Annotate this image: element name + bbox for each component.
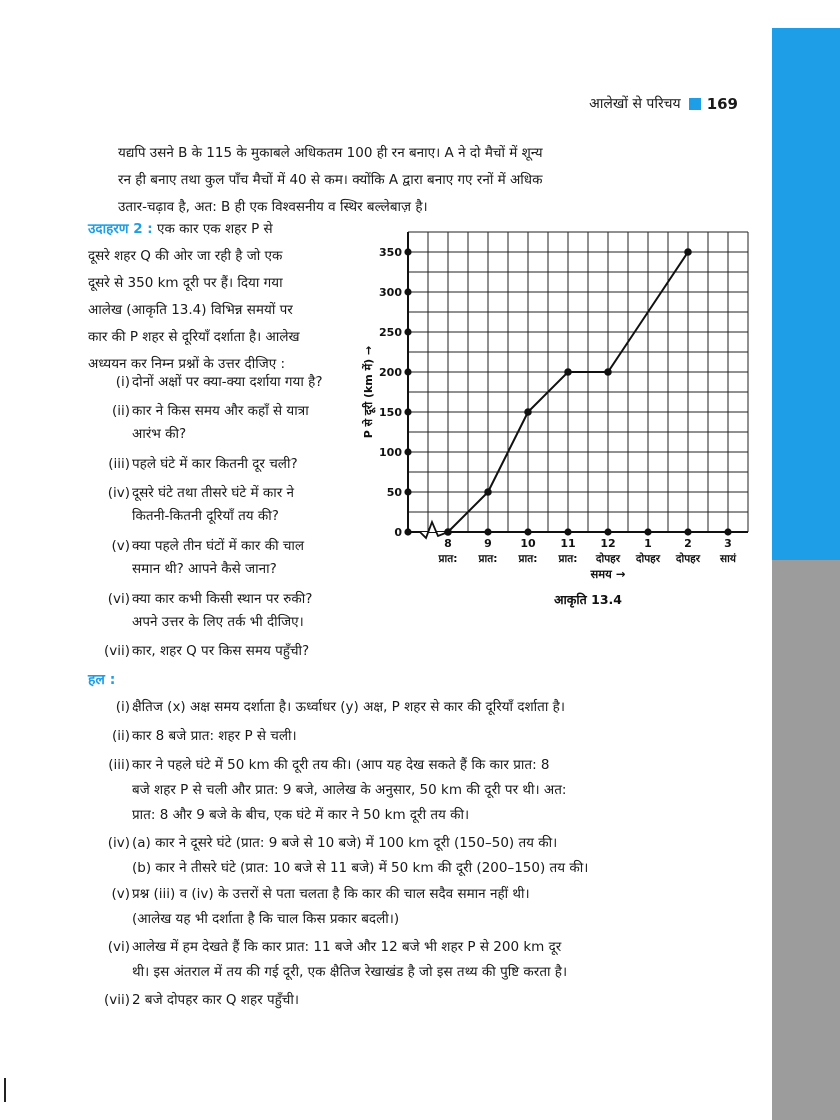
example-statement bbox=[88, 216, 358, 378]
solution-text: (a) कार ने दूसरे घंटे (प्रात: 9 बजे से 10 बजे) में 100 km दूरी (150–50) तय की। bbox=[132, 835, 558, 851]
distance-time-graph bbox=[360, 214, 780, 614]
y-tick-marker bbox=[404, 328, 411, 335]
x-tick-sublabel: प्रात: bbox=[518, 553, 538, 565]
x-tick-label: 10 bbox=[520, 537, 536, 550]
solution-text: थी। इस अंतराल में तय की गई दूरी, एक क्षैतिज रेखाखंड है जो इस तथ्य की पुष्टि करता है। bbox=[132, 964, 568, 980]
solution-number: (vii) bbox=[103, 992, 130, 1008]
solution-text: कार ने पहले घंटे में 50 km की दूरी तय की। (आप यह देख सकते हैं कि कार प्रात: 8 bbox=[132, 757, 550, 773]
solution-number: (i) bbox=[115, 699, 130, 715]
page-edge-band bbox=[772, 560, 840, 1120]
y-tick-label: 50 bbox=[386, 486, 402, 499]
x-tick-label: 3 bbox=[724, 537, 732, 550]
solution-text: (b) कार ने तीसरे घंटे (प्रात: 10 बजे से 11 बजे) में 50 km की दूरी (200–150) तय की। bbox=[132, 860, 589, 876]
x-tick-label: 1 bbox=[644, 537, 652, 550]
example-line: दूसरे शहर Q की ओर जा रही है जो एक bbox=[88, 248, 283, 264]
question-number: (iv) bbox=[107, 485, 130, 501]
intro-line: उतार-चढ़ाव है, अत: B ही एक विश्वसनीय व स्थिर बल्लेबाज़ है। bbox=[118, 199, 428, 215]
question-text: समान थी? आपने कैसे जाना? bbox=[132, 561, 277, 577]
y-tick-marker bbox=[404, 448, 411, 455]
x-tick-marker bbox=[684, 528, 691, 535]
solution-number: (vi) bbox=[107, 939, 130, 955]
y-tick-marker bbox=[404, 368, 411, 375]
y-tick-marker bbox=[404, 288, 411, 295]
x-tick-sublabel: दोपहर bbox=[675, 553, 701, 565]
solution-text: बजे शहर P से चली और प्रात: 9 बजे, आलेख के अनुसार, 50 km की दूरी पर थी। अत: bbox=[132, 782, 567, 798]
question-text: क्या कार कभी किसी स्थान पर रुकी? bbox=[132, 591, 313, 607]
example-label: उदाहरण 2 : bbox=[88, 221, 153, 237]
chapter-title: आलेखों से परिचय bbox=[589, 96, 681, 112]
question-text: पहले घंटे में कार कितनी दूर चली? bbox=[132, 456, 298, 472]
margin-mark bbox=[4, 1078, 6, 1102]
solution-text: आलेख में हम देखते हैं कि कार प्रात: 11 बजे और 12 बजे भी शहर P से 200 km दूर bbox=[132, 939, 562, 955]
y-tick-marker bbox=[404, 408, 411, 415]
y-tick-label: 150 bbox=[379, 406, 402, 419]
question-number: (i) bbox=[115, 374, 130, 390]
x-tick-sublabel: प्रात: bbox=[558, 553, 578, 565]
question-text: अपने उत्तर के लिए तर्क भी दीजिए। bbox=[132, 614, 304, 630]
x-tick-sublabel: सायं bbox=[720, 553, 736, 565]
x-tick-label: 12 bbox=[600, 537, 616, 550]
question-text: कितनी-कितनी दूरियाँ तय की? bbox=[132, 508, 279, 524]
y-tick-label: 300 bbox=[379, 286, 402, 299]
x-tick-marker bbox=[724, 528, 731, 535]
question-text: कार, शहर Q पर किस समय पहुँची? bbox=[132, 643, 310, 659]
example-line: आलेख (आकृति 13.4) विभिन्न समयों पर bbox=[88, 302, 293, 318]
y-tick-label: 350 bbox=[379, 246, 402, 259]
x-tick-marker bbox=[564, 528, 571, 535]
question-text: आरंभ की? bbox=[132, 426, 187, 442]
question-number: (v) bbox=[111, 538, 130, 554]
question-number: (vii) bbox=[103, 643, 130, 659]
x-tick-marker bbox=[644, 528, 651, 535]
example-line: दूसरे से 350 km दूरी पर हैं। दिया गया bbox=[88, 275, 283, 291]
data-point bbox=[684, 248, 692, 256]
figure-caption: आकृति 13.4 bbox=[554, 592, 622, 607]
solution-number: (ii) bbox=[111, 728, 130, 744]
question-number: (iii) bbox=[108, 456, 130, 472]
running-header bbox=[589, 94, 738, 113]
y-tick-label: 200 bbox=[379, 366, 402, 379]
y-tick-label: 0 bbox=[394, 526, 402, 539]
page-number: 169 bbox=[706, 94, 738, 113]
y-tick-marker bbox=[404, 248, 411, 255]
x-tick-sublabel: प्रात: bbox=[438, 553, 458, 565]
data-point bbox=[444, 528, 452, 536]
x-tick-sublabel: दोपहर bbox=[595, 553, 621, 565]
solution-label: हल : bbox=[88, 672, 116, 688]
solution-text: (आलेख यह भी दर्शाता है कि चाल किस प्रकार बदली।) bbox=[132, 911, 400, 927]
x-tick-label: 2 bbox=[684, 537, 692, 550]
x-tick-label: 9 bbox=[484, 537, 492, 550]
example-line: अध्ययन कर निम्न प्रश्नों के उत्तर दीजिए : bbox=[88, 356, 286, 372]
solution-number: (v) bbox=[111, 886, 130, 902]
solution-text: प्रात: 8 और 9 बजे के बीच, एक घंटे में कार ने 50 km दूरी तय की। bbox=[132, 807, 470, 823]
example-line: एक कार एक शहर P से bbox=[157, 221, 273, 237]
data-point bbox=[524, 408, 532, 416]
square-bullet-icon bbox=[689, 98, 701, 110]
x-tick-marker bbox=[524, 528, 531, 535]
question-number: (ii) bbox=[111, 403, 130, 419]
origin-marker bbox=[404, 528, 411, 535]
solution-text: 2 बजे दोपहर कार Q शहर पहुँची। bbox=[132, 992, 299, 1008]
intro-line: रन ही बनाए तथा कुल पाँच मैचों में 40 से कम। क्योंकि A द्वारा बनाए गए रनों में अधिक bbox=[118, 172, 543, 188]
y-axis-label: P से दूरी (km में) → bbox=[362, 345, 375, 439]
solution-number: (iv) bbox=[107, 835, 130, 851]
x-axis-label: समय → bbox=[590, 567, 626, 581]
x-tick-label: 11 bbox=[560, 537, 576, 550]
data-point bbox=[484, 488, 492, 496]
example-line: कार की P शहर से दूरियाँ दर्शाता है। आलेख bbox=[88, 329, 300, 345]
solution-text: कार 8 बजे प्रात: शहर P से चली। bbox=[132, 728, 297, 744]
chapter-tab-marker bbox=[772, 28, 840, 560]
x-tick-sublabel: प्रात: bbox=[478, 553, 498, 565]
question-text: दूसरे घंटे तथा तीसरे घंटे में कार ने bbox=[132, 485, 295, 501]
y-tick-marker bbox=[404, 488, 411, 495]
question-text: क्या पहले तीन घंटों में कार की चाल bbox=[132, 538, 305, 554]
x-tick-sublabel: दोपहर bbox=[635, 553, 661, 565]
question-text: दोनों अक्षों पर क्या-क्या दर्शाया गया है? bbox=[132, 374, 323, 390]
x-tick-marker bbox=[484, 528, 491, 535]
intro-paragraph bbox=[118, 140, 646, 221]
solution-text: क्षैतिज (x) अक्ष समय दर्शाता है। ऊर्ध्वाधर (y) अक्ष, P शहर से कार की दूरियाँ दर्शाता है। bbox=[132, 699, 565, 715]
solution-text: प्रश्न (iii) व (iv) के उत्तरों से पता चलता है कि कार की चाल सदैव समान नहीं थी। bbox=[132, 886, 530, 902]
data-point bbox=[604, 368, 612, 376]
question-text: कार ने किस समय और कहाँ से यात्रा bbox=[132, 403, 309, 419]
data-point bbox=[564, 368, 572, 376]
y-tick-label: 250 bbox=[379, 326, 402, 339]
question-number: (vi) bbox=[107, 591, 130, 607]
y-tick-label: 100 bbox=[379, 446, 402, 459]
intro-line: यद्यपि उसने B के 115 के मुकाबले अधिकतम 100 ही रन बनाए। A ने दो मैचों में शून्य bbox=[118, 145, 543, 161]
x-tick-marker bbox=[604, 528, 611, 535]
solution-number: (iii) bbox=[108, 757, 130, 773]
x-tick-label: 8 bbox=[444, 537, 452, 550]
